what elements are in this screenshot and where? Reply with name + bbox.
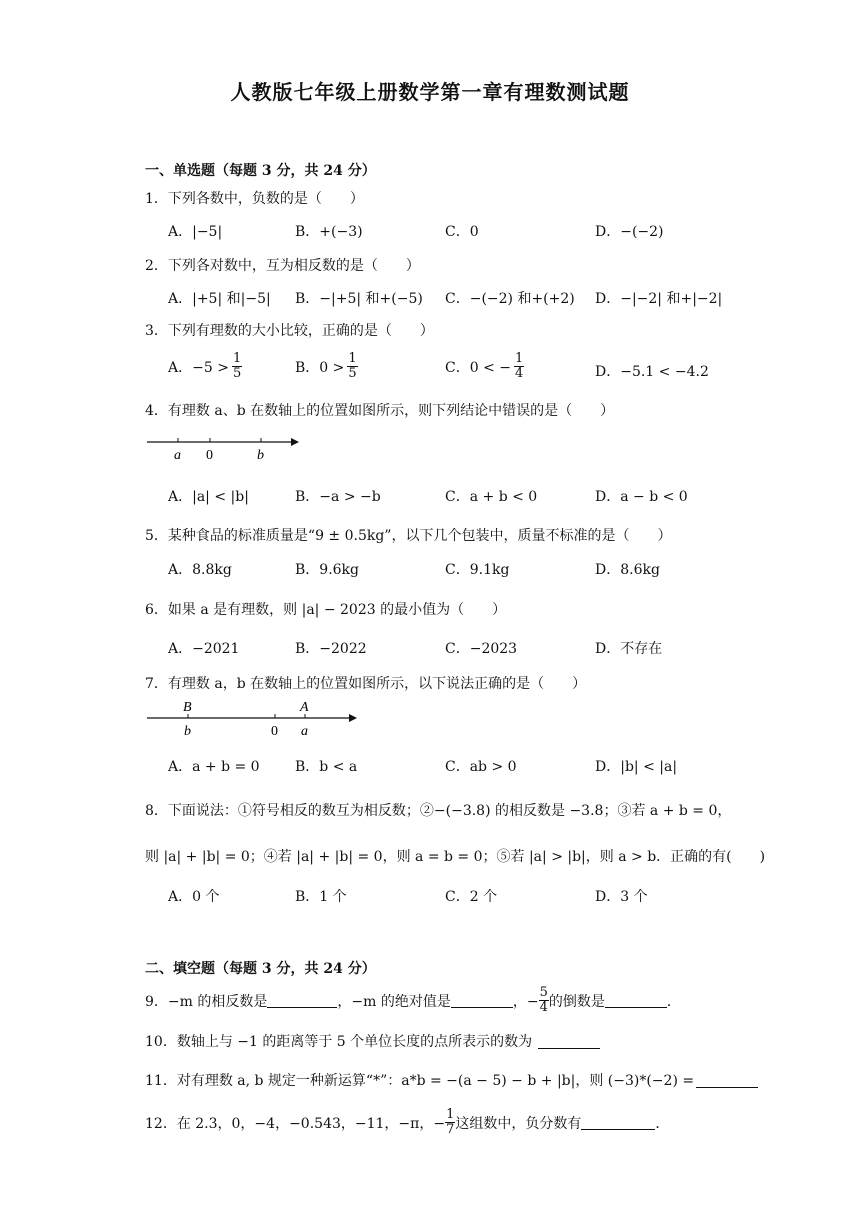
q4-option-b: B．−a > −b [295,489,381,505]
q12-blank[interactable] [581,1115,655,1130]
q3-option-c [445,352,524,381]
q3-option-b-text: B．0 > [295,359,345,376]
q5-option-b: B．9.6kg [295,562,359,578]
section-heading-fill-in: 二、填空题（每题 3 分，共 24 分） [145,961,376,977]
q5-option-a: A．8.8kg [168,562,232,578]
q10-text: 10．数轴上与 −1 的距离等于 5 个单位长度的点所表示的数为 [145,1034,533,1050]
q7-axis-label-a: a [301,724,308,739]
q9-blank-2[interactable] [451,993,513,1008]
q9-text-3: ，− [512,993,539,1010]
question-12 [145,1108,669,1137]
q12-text-2: 这组数中，负分数有 [455,1115,582,1132]
q1-option-c: C．0 [445,224,479,240]
q7-number-line [145,697,365,741]
q2-option-a: A．|+5| 和|−5| [168,291,271,307]
q11-text: 11．对有理数 a, b 规定一种新运算“*”：a*b = −(a − 5) − b + |b|，则 (−3)*(−2) = [145,1073,695,1089]
question-4-stem: 4．有理数 a、b 在数轴上的位置如图所示，则下列结论中错误的是（ ） [145,403,615,419]
question-9 [145,986,681,1015]
q6-option-c: C．−2023 [445,641,518,657]
q3-option-b-fraction: $\frac{1}{5}$ [348,351,357,381]
page-title: 人教版七年级上册数学第一章有理数测试题 [230,80,630,104]
q4-option-a: A．|a| < |b| [168,489,249,505]
q7-axis-label-b: b [184,724,191,739]
q5-option-d: D．8.6kg [595,562,660,578]
question-7-stem: 7．有理数 a，b 在数轴上的位置如图所示，以下说法正确的是（ ） [145,676,587,692]
q9-fraction: $\frac{5}{4}$ [539,985,548,1015]
q11-blank[interactable] [696,1073,758,1088]
q4-axis-label-zero: 0 [206,448,213,463]
question-2-stem: 2．下列各对数中，互为相反数的是（ ） [145,258,420,274]
question-3-stem: 3．下列有理数的大小比较，正确的是（ ） [145,323,434,339]
q9-blank-1[interactable] [267,993,337,1008]
question-10 [145,1031,600,1051]
q4-axis-label-a: a [174,448,181,463]
q3-option-a-fraction: $\frac{1}{5}$ [232,351,242,381]
q4-option-d: D．a − b < 0 [595,489,688,505]
q5-option-c: C．9.1kg [445,562,510,578]
q2-option-b: B．−|+5| 和+(−5) [295,291,423,307]
q4-option-c: C．a + b < 0 [445,489,538,505]
q8-option-c: C．2 个 [445,889,498,905]
question-8-line-1: 8．下面说法：①符号相反的数互为相反数；②−(−3.8) 的相反数是 −3.8；③若 a + b = 0， [145,803,732,819]
q2-option-c: C．−(−2) 和+(+2) [445,291,575,307]
section-heading-single-choice: 一、单选题（每题 3 分，共 24 分） [145,163,376,179]
q12-fraction: $\frac{1}{7}$ [446,1107,455,1137]
q6-option-a: A．−2021 [168,641,240,657]
q9-text-4: 的倒数是 [548,993,605,1010]
q2-option-d: D．−|−2| 和+|−2| [595,291,723,307]
q3-option-a [168,352,242,381]
q6-option-b: B．−2022 [295,641,367,657]
q4-axis-label-b: b [257,448,264,463]
q1-option-b: B．+(−3) [295,224,363,240]
q8-option-b: B．1 个 [295,889,347,905]
q3-option-b [295,352,358,381]
q4-number-line [145,430,305,464]
q7-option-d: D．|b| < |a| [595,759,678,775]
question-5-stem: 5．某种食品的标准质量是“9 ± 0.5kg”，以下几个包装中，质量不标准的是（ ） [145,528,672,544]
q8-option-a: A．0 个 [168,889,220,905]
q7-axis-label-A: A [300,700,309,715]
question-1-stem: 1．下列各数中，负数的是（ ） [145,191,364,207]
question-6-stem: 6．如果 a 是有理数，则 |a| − 2023 的最小值为（ ） [145,602,507,618]
q12-text-1: 12．在 2.3，0，−4，−0.543，−11，−π，− [145,1115,446,1132]
q7-axis-label-zero: 0 [271,724,278,739]
q9-text-2: ，−m 的绝对值是 [337,993,451,1010]
question-8-line-2: 则 |a| + |b| = 0；④若 |a| + |b| = 0，则 a = b = 0；⑤若 |a| > |b|，则 a > b．正确的有( ) [145,849,766,865]
q8-option-d: D．3 个 [595,889,648,905]
q7-option-c: C．ab > 0 [445,759,517,775]
q9-text-5: ． [666,993,681,1010]
q3-option-a-text: A．−5 > [168,359,229,376]
q3-option-c-text: C．0 < − [445,359,511,376]
q7-option-b: B．b < a [295,759,358,775]
q3-option-d: D．−5.1 < −4.2 [595,364,709,380]
q1-option-a: A．|−5| [168,224,223,240]
q7-option-a: A．a + b = 0 [168,759,260,775]
q1-option-d: D．−(−2) [595,224,664,240]
q7-axis-label-B: B [183,700,192,715]
q12-text-3: ． [655,1115,670,1132]
q3-option-c-fraction: $\frac{1}{4}$ [514,351,524,381]
q10-blank[interactable] [538,1034,600,1049]
q9-text-1: 9．−m 的相反数是 [145,993,268,1010]
q6-option-d: D．不存在 [595,641,663,657]
q9-blank-3[interactable] [605,993,667,1008]
question-11 [145,1070,758,1090]
